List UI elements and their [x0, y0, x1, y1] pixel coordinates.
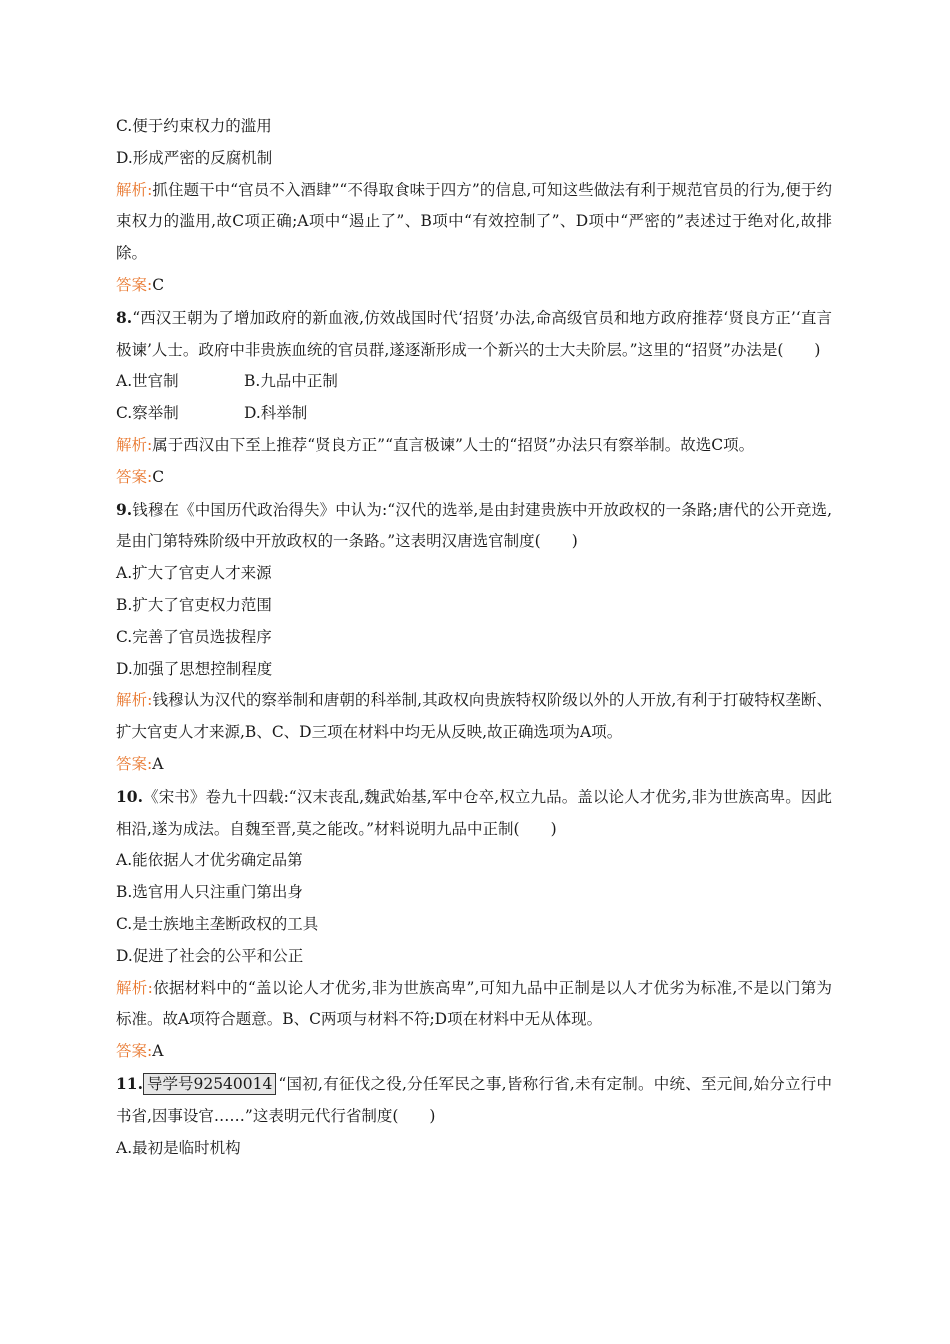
document-content — [116, 111, 832, 1164]
q9-option-c: C.完善了官员选拔程序 — [116, 627, 272, 646]
q9-analysis — [116, 685, 832, 749]
q8-answer-label: 答案: — [116, 467, 153, 486]
q10-option-c: C.是士族地主垄断政权的工具 — [116, 914, 319, 933]
q8-analysis-text: 属于西汉由下至上推荐“贤良方正”“直言极谏”人士的“招贤”办法只有察举制。故选C项。 — [152, 435, 755, 454]
q7-answer-label: 答案: — [116, 275, 153, 294]
q8-option-c: C.察举制 — [116, 404, 179, 423]
q10-number: 10. — [116, 786, 143, 806]
q9-answer — [116, 749, 832, 781]
q10-answer-value: A — [152, 1042, 164, 1061]
q8-option-row-1 — [116, 366, 832, 398]
q9-option-a: A.扩大了官吏人才来源 — [116, 564, 272, 583]
q8-stem — [116, 302, 832, 367]
q9-option-d: D.加强了思想控制程度 — [116, 659, 273, 678]
q9-answer-value: A — [152, 754, 164, 773]
q7-answer-value: C — [152, 275, 165, 294]
q8-option-b: B.九品中正制 — [244, 372, 338, 391]
q10-option-b: B.选官用人只注重门第出身 — [116, 883, 303, 902]
q9-analysis-label: 解析: — [116, 691, 153, 710]
q11-number: 11. — [116, 1073, 143, 1093]
q9-answer-label: 答案: — [116, 754, 153, 773]
q11-guide-tag: 导学号92540014 — [143, 1073, 276, 1095]
q11-stem — [116, 1068, 832, 1133]
q11-stem-text: “国初,有征伐之役,分任军民之事,皆称行省,未有定制。中统、至元间,始分立行中书省,因事设官……”这表明元代行省制度( ) — [116, 1074, 832, 1125]
q10-analysis-label: 解析: — [116, 978, 153, 997]
q10-analysis — [116, 973, 832, 1037]
q9-number: 9. — [116, 499, 133, 519]
q7-analysis — [116, 175, 832, 270]
q10-stem-text: 《宋书》卷九十四载:“汉末丧乱,魏武始基,军中仓卒,权立九品。盖以论人才优劣,非为世族高卑。因此相沿,遂为成法。自魏至晋,莫之能改。”材料说明九品中正制( ) — [116, 787, 832, 838]
q10-answer — [116, 1036, 832, 1068]
q7-analysis-text: 抓住题干中“官员不入酒肆”“不得取食味于四方”的信息,可知这些做法有利于规范官员的行为,便于约束权力的滥用,故C项正确;A项中“遏止了”、B项中“有效控制了”、D项中“严密的”表述过于绝对化,故排除。 — [116, 180, 832, 263]
q8-option-a: A.世官制 — [116, 372, 179, 391]
q10-answer-label: 答案: — [116, 1042, 153, 1061]
q8-option-d: D.科举制 — [244, 404, 308, 423]
q8-analysis — [116, 430, 832, 462]
q10-option-d: D.促进了社会的公平和公正 — [116, 946, 304, 965]
q8-stem-text: “西汉王朝为了增加政府的新血液,仿效战国时代‘招贤’办法,命高级官员和地方政府推荐‘贤良方正’‘直言极谏’人士。政府中非贵族血统的官员群,遂逐渐形成一个新兴的士大夫阶层。”这里的“招贤”办法是( ) — [116, 308, 832, 359]
q9-analysis-text: 钱穆认为汉代的察举制和唐朝的科举制,其政权向贵族特权阶级以外的人开放,有利于打破特权垄断、扩大官吏人才来源,B、C、D三项在材料中均无从反映,故正确选项为A项。 — [116, 691, 832, 742]
q8-option-row-2 — [116, 398, 832, 430]
q9-option-b: B.扩大了官吏权力范围 — [116, 595, 272, 614]
q8-answer-value: C — [152, 467, 165, 486]
q10-option-a: A.能依据人才优劣确定品第 — [116, 851, 303, 870]
q9-stem — [116, 494, 832, 559]
q8-number: 8. — [116, 307, 133, 327]
q10-stem — [116, 781, 832, 846]
q11-option-a: A.最初是临时机构 — [116, 1138, 241, 1157]
q8-analysis-label: 解析: — [116, 435, 153, 454]
q9-stem-text: 钱穆在《中国历代政治得失》中认为:“汉代的选举,是由封建贵族中开放政权的一条路;唐代的公开竞选,是由门第特殊阶级中开放政权的一条路。”这表明汉唐选官制度( ) — [116, 500, 832, 551]
q7-option-c: C.便于约束权力的滥用 — [116, 117, 272, 135]
q10-analysis-text: 依据材料中的“盖以论人才优劣,非为世族高卑”,可知九品中正制是以人才优劣为标准,不是以门第为标准。故A项符合题意。B、C两项与材料不符;D项在材料中无从体现。 — [116, 978, 832, 1029]
q8-answer — [116, 462, 832, 494]
q7-analysis-label: 解析: — [116, 180, 153, 199]
q7-option-d: D.形成严密的反腐机制 — [116, 148, 273, 167]
q7-answer — [116, 270, 832, 302]
